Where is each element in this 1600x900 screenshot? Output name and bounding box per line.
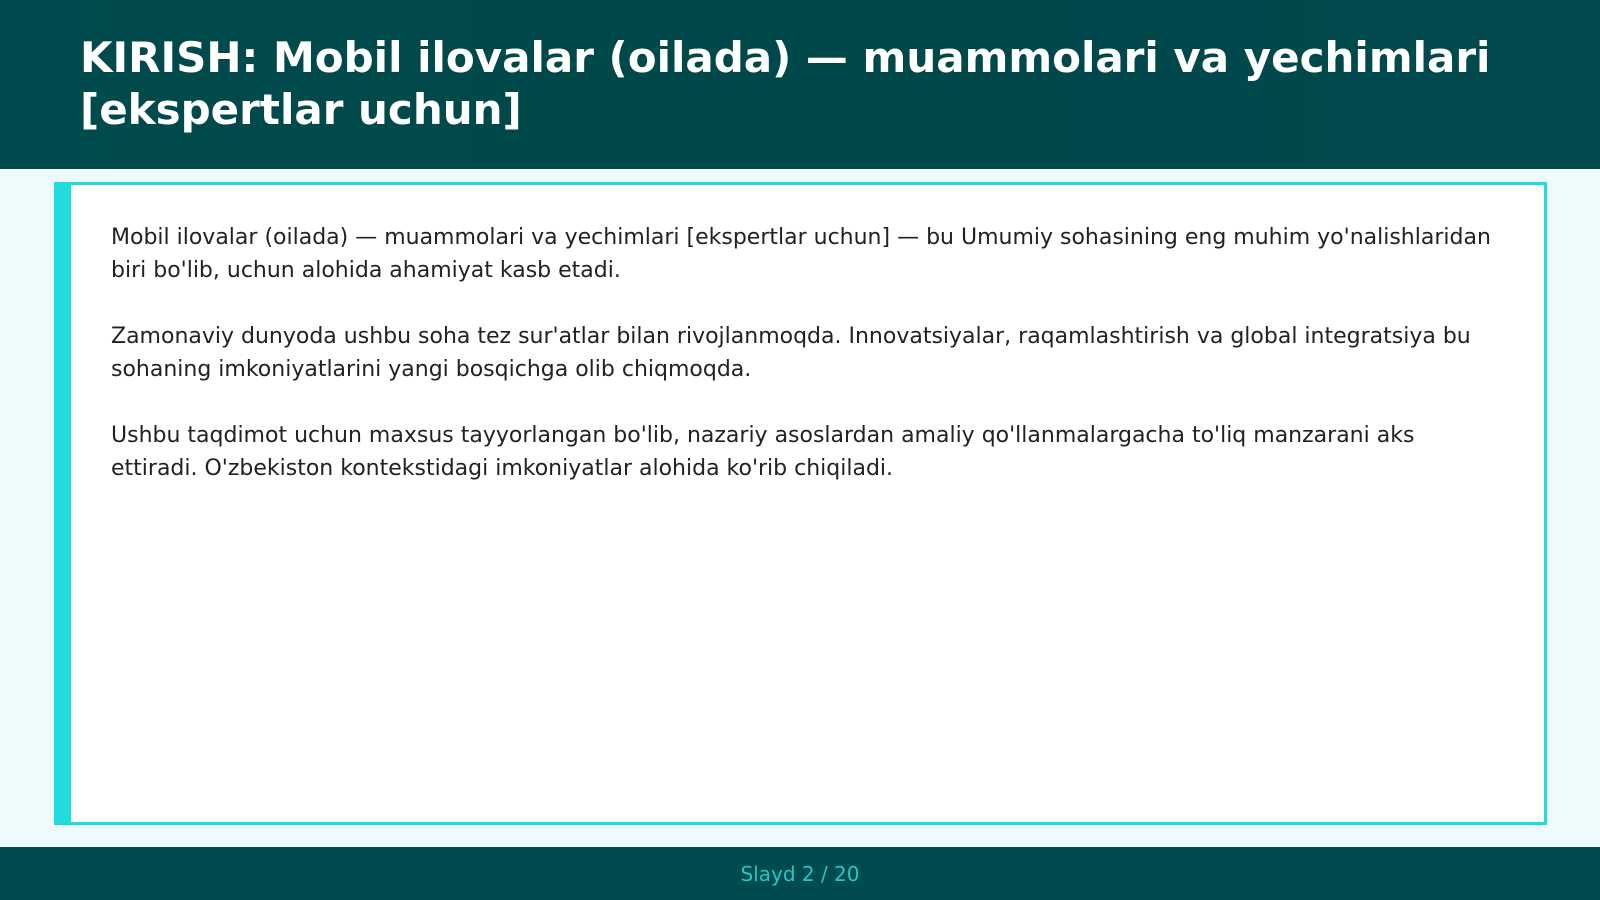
slide-footer xyxy=(0,847,1600,900)
modern-world-paragraph: Zamonaviy dunyoda ushbu soha tez sur'atlar bilan rivojlanmoqda. Innovatsiyalar, raqamlashtirish va global integratsiya bu sohaning imkoniyatlarini yangi bosqichga olib chiqmoqda. xyxy=(111,324,1471,382)
slide-title: KIRISH: Mobil ilovalar (oilada) — muammolari va yechimlari [ekspertlar uchun] xyxy=(80,33,1491,134)
intro-paragraph: Mobil ilovalar (oilada) — muammolari va yechimlari [ekspertlar uchun] — bu Umumiy sohasining eng muhim yo'nalishlaridan biri bo'lib, uchun alohida ahamiyat kasb etadi. xyxy=(111,225,1491,283)
content-card xyxy=(54,182,1547,825)
slide-counter: Slayd 2 / 20 xyxy=(740,861,860,886)
slide-header xyxy=(0,0,1600,169)
presentation-paragraph: Ushbu taqdimot uchun maxsus tayyorlangan bo'lib, nazariy asoslardan amaliy qo'llanmalargacha to'liq manzarani aks ettiradi. O'zbekiston kontekstidagi imkoniyatlar alohida ko'rib chiqiladi. xyxy=(111,423,1415,481)
